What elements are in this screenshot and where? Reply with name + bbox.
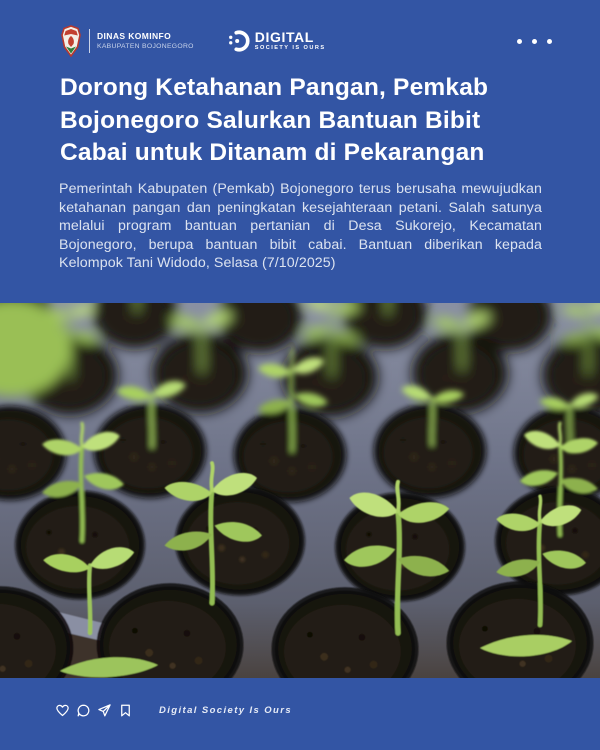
seedlings-photo [0,303,600,678]
heart-icon[interactable] [55,703,70,718]
bookmark-icon[interactable] [118,703,133,718]
digital-logo-subtitle: SOCIETY IS OURS [254,45,326,52]
digital-society-logo [228,30,326,52]
agency-name-line1: DINAS KOMINFO [97,30,172,41]
article-title [60,72,552,170]
agency-name-line2: KABUPATEN BOJONEGORO [97,42,194,50]
article-title-line3: Cabai untuk Ditanam di Pekarangan [60,139,485,166]
ellipsis-menu-icon[interactable] [515,33,554,50]
digital-logo-title: DIGITAL [254,29,314,46]
article-body: Pemerintah Kabupaten (Pemkab) Bojonegoro terus berusaha mewujudkan ketahanan pangan dan peningkatan kesejahteraan petani. Salah satunya melalui program bantuan pertanian di Desa Sukorejo, Kecamatan Bojonegoro, berupa bantuan bibit cabai. Bantuan diberikan kepada Kelompok Tani Widodo, Selasa (7/10/2025) [59,181,542,272]
footer-bar [55,699,560,721]
footer-tagline: Digital Society Is Ours [159,704,293,716]
article-title-line1: Dorong Ketahanan Pangan, Pemkab [60,74,489,101]
header-bar [60,24,554,58]
header-divider [89,29,90,53]
article-title-line2: Bojonegoro Salurkan Bantuan Bibit [60,106,481,134]
action-icons [55,703,133,718]
digital-logo-icon [228,30,250,52]
share-icon[interactable] [97,703,112,718]
comment-icon[interactable] [76,703,91,718]
digital-logo-text [255,30,326,52]
bojonegoro-crest-icon [60,25,82,57]
agency-name [97,31,194,51]
